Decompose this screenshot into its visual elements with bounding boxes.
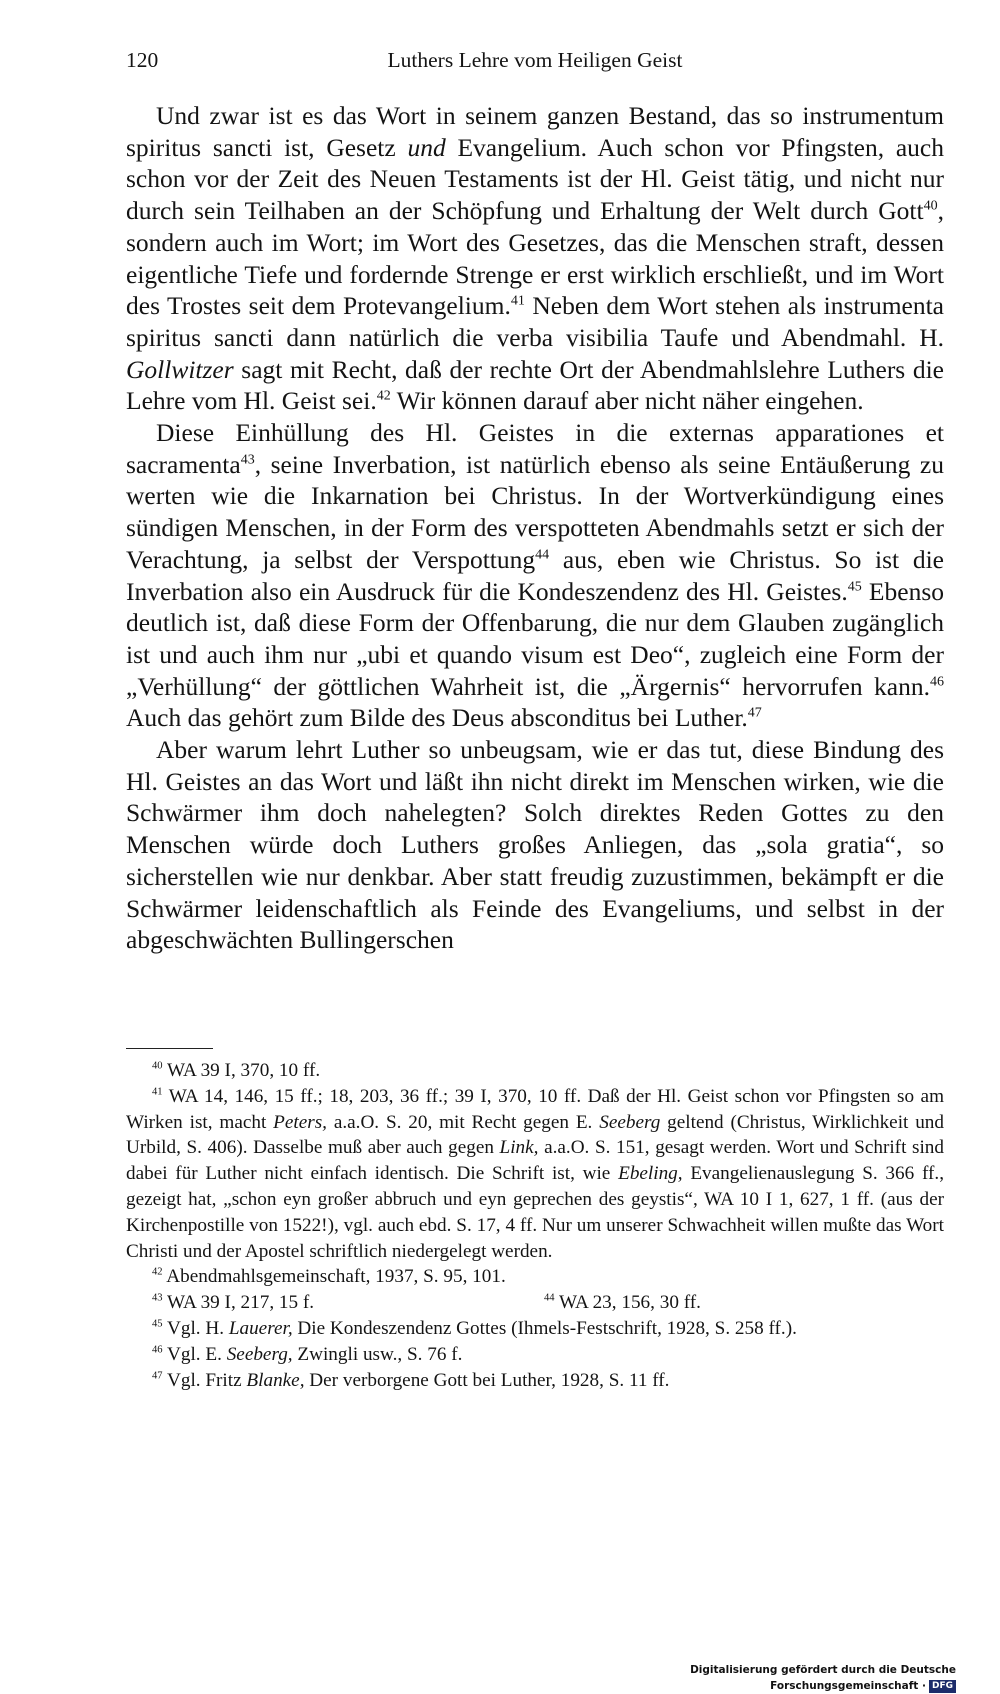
page-header (126, 42, 944, 78)
footnote-43-44 (126, 1290, 944, 1316)
author-gollwitzer: Gollwitzer (126, 354, 234, 384)
paragraph-2: Diese Einhüllung des Hl. Geistes in die externas apparationes et sacramenta$^{43}$, seine Inverbation, ist natürlich ebenso als seine Entäußerung zu werten wie die Inkarnation bei Christus. In der Wortverkündigung eines sündigen Menschen, in der Form des verspotteten Abendmahls setzt er sich der Verachtung, ja selbst der Verspottung$^{44}$ aus, eben wie Christus. So ist die Inverbation also ein Ausdruck für die Kondeszendenz des Hl. Geistes.$^{45}$ Ebenso deutlich ist, daß diese Form der Offenbarung, die nur dem Glauben zugänglich ist und auch ihm nur „ubi et quando visum est Deo“, zugleich eine Form der „Verhüllung“ der göttlichen Wahrheit ist, die „Ärgernis“ hervorrufen kann.$^{46}$ Auch das gehört zum Bilde des Deus absconditus bei Luther.$^{47}$ (126, 418, 945, 733)
credit-text: Digitalisierung gefördert durch die Deutsche Forschungsgemeinschaft · (690, 1664, 956, 1692)
dfg-logo: DFG (929, 1680, 956, 1693)
digitization-credit (610, 1662, 956, 1692)
paragraph-1: Und zwar ist es das Wort in seinem ganzen Bestand, das so instrumentum spiritus sancti ist, Gesetz und Evangelium. Auch schon vor Pfingsten, auch schon vor der Zeit des Neuen Testaments ist der Hl. Geist tätig, und nicht nur durch sein Teilhaben an der Schöpfung und Erhaltung der Welt durch Gott$^{40}$, sondern auch im Wort; im Wort des Gesetzes, das die Menschen straft, dessen eigentliche Tiefe und fordernde Strenge er erst wirklich erschließt, und im Wort des Trostes seit dem Protevangelium.$^{41}$ Neben dem Wort stehen als instrumenta spiritus sancti dann natürlich die verba visibilia Taufe und Abendmahl. H. Gollwitzer sagt mit Recht, daß der rechte Ort der Abendmahlslehre Luthers die Lehre vom Hl. Geist sei.$^{42}$ Wir können darauf aber nicht näher eingehen. (126, 101, 944, 416)
footnote-41: $^{41}$ WA 14, 146, 15 ff.; 18, 203, 36 ff.; 39 I, 370, 10 ff. Daß der Hl. Geist schon vor Pfingsten so am Wirken ist, macht Peters, a.a.O. S. 20, mit Recht gegen E. Seeberg geltend (Christus, Wirklichkeit und Urbild, S. 406). Dasselbe muß aber auch gegen Link, a.a.O. S. 151, gesagt werden. Wort und Schrift sind dabei für Luther nicht einfach identisch. Die Schrift ist, wie Ebeling, Evangelienauslegung S. 366 ff., gezeigt hat, „schon eyn großer abbruch und eyn geprechen des geystis“, WA 10 I 1, 627, 1 ff. (aus der Kirchenpostille von 1522!), vgl. auch ebd. S. 17, 4 ff. Nur um unserer Schwachheit willen mußte das Wort Christi und der Apostel schriftlich niedergelegt werden. (126, 1085, 944, 1262)
footnote-ref-42: 42 (376, 388, 391, 404)
paragraph-3: Aber warum lehrt Luther so unbeugsam, wie er das tut, diese Bindung des Hl. Geistes an das Wort und läßt ihn nicht direkt im Menschen wirken, wie die Schwärmer ihm doch nahelegten? Solch direktes Reden Gottes zu den Menschen würde doch Luthers großes Anliegen, das „sola gratia“, so sicherstellen wie nur denkbar. Aber statt freudig zuzustimmen, bekämpft er die Schwärmer leidenschaftlich als Feinde des Evangeliums, und selbst in der abgeschwächten Bullingerschen (126, 735, 944, 955)
footnote-ref-43: 43 (240, 452, 255, 468)
main-text (126, 100, 944, 956)
page-number: 120 (126, 48, 159, 72)
footnotes (126, 1058, 944, 1393)
footnote-43: $^{43}$ WA 39 I, 217, 15 f. (152, 1292, 315, 1314)
footnote-ref-44: 44 (535, 547, 550, 563)
footnote-45: $^{45}$ Vgl. H. Lauerer, Die Kondeszendenz Gottes (Ihmels-Festschrift, 1928, S. 258 ff.). (152, 1317, 797, 1339)
footnote-ref-41: 41 (510, 293, 525, 309)
footnote-46: $^{46}$ Vgl. E. Seeberg, Zwingli usw., S. 76 f. (152, 1343, 463, 1365)
emphasis-und: und (407, 132, 446, 162)
footnote-ref-45: 45 (847, 579, 862, 595)
footnote-ref-40: 40 (923, 198, 938, 214)
running-title: Luthers Lehre vom Heiligen Geist (387, 48, 683, 72)
footnote-40: $^{40}$ WA 39 I, 370, 10 ff. (152, 1060, 321, 1081)
footnote-47: $^{47}$ Vgl. Fritz Blanke, Der verborgene Gott bei Luther, 1928, S. 11 ff. (152, 1369, 670, 1391)
footnote-separator (126, 1048, 213, 1049)
footnote-42: $^{42}$ Abendmahlsgemeinschaft, 1937, S. 95, 101. (152, 1266, 506, 1288)
footnote-44: $^{44}$ WA 23, 156, 30 ff. (544, 1292, 701, 1314)
footnote-ref-47: 47 (747, 705, 762, 721)
footnote-ref-46: 46 (929, 674, 944, 690)
